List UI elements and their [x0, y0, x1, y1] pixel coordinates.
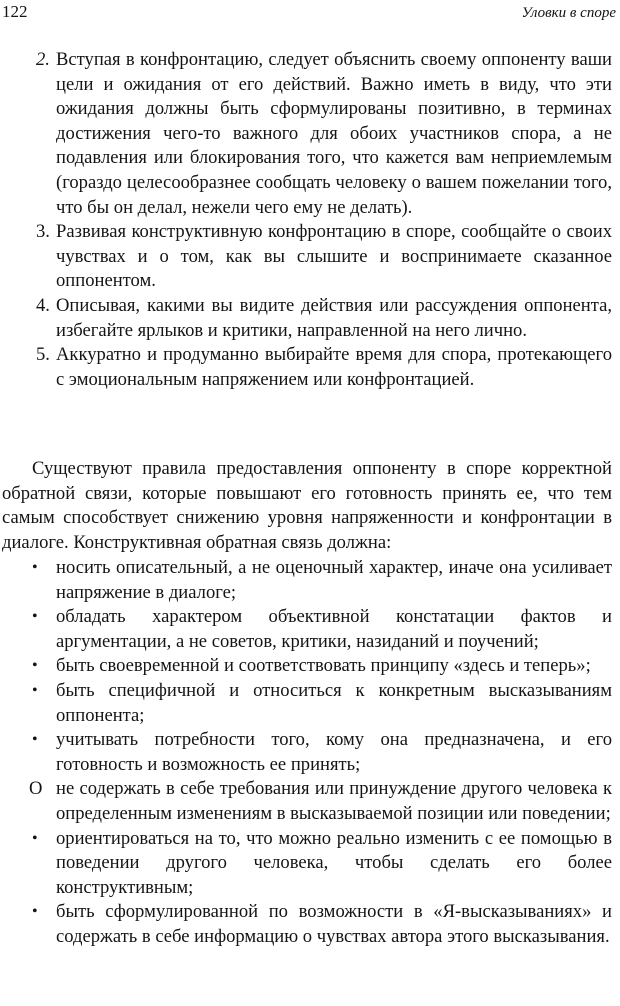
rule-item: [2, 679, 612, 728]
bullet-marker: •: [32, 731, 38, 749]
bullet-marker: •: [32, 657, 38, 675]
item-text: Развивая конструктивную конфронтацию в споре, сообщайте о своих чувствах и о том, как вы слышите и воспринимаете сказанное оппонентом.: [56, 221, 612, 292]
rule-item: [2, 556, 612, 605]
bullet-marker: •: [32, 559, 38, 576]
letter-marker: О: [29, 778, 43, 800]
bullet-marker: •: [32, 829, 38, 847]
item-number: 2.: [36, 49, 50, 70]
rule-text: ориентироваться на то, что можно реально изменить с ее помощью в поведении другого человека, чтобы сделать его более конструктивным;: [56, 827, 612, 898]
rule-item: [2, 777, 612, 826]
intro-paragraph: Существуют правила предоставления оппоненту в споре корректной обратной связи, которые повышают его готовность принять ее, что тем самым способствует снижению уровня напряженности и конфронтации в диалоге. Конструктивная обратная связь должна:: [2, 458, 612, 553]
item-text: Аккуратно и продуманно выбирайте время для спора, протекающего с эмоциональным напряжением или конфронтацией.: [56, 344, 612, 390]
numbered-list: [36, 48, 612, 392]
rule-text: быть своевременной и соответствовать принципу «здесь и теперь»;: [56, 655, 591, 677]
page-header: [2, 0, 616, 24]
item-number: 5.: [36, 344, 50, 366]
rule-text: быть сформулированной по возможности в «Я-высказываниях» и содержать в себе информацию о чувствах автора этого высказывания.: [56, 901, 612, 947]
numbered-item: [36, 294, 612, 343]
rule-text: не содержать в себе требования или принуждение другого человека к определенным изменениям в высказываемой позиции или поведении;: [56, 778, 612, 824]
item-text: Вступая в конфронтацию, следует объяснить своему оппоненту ваши цели и ожидания от его действий. Важно иметь в виду, что эти ожидания должны быть сформулированы позитивно, в терминах достижения чего-то важного для обоих участников спора, а не подавления или блокирования того, что кажется вам неприемлемым (гораздо целесообразнее сообщать человеку о вашем пожелании того, что бы он делал, нежели чего ему не делать).: [56, 49, 612, 218]
rule-text: быть специфичной и относиться к конкретным высказываниям оппонента;: [56, 679, 612, 726]
item-number: 4.: [36, 294, 50, 316]
rule-item: [2, 900, 612, 949]
item-number: 3.: [36, 221, 50, 243]
numbered-item: [36, 48, 612, 220]
rule-item: [2, 605, 612, 654]
rule-text: учитывать потребности того, кому она предназначена, и его готовность и возможность ее принять;: [56, 729, 612, 775]
rule-text: обладать характером объективной констатации фактов и аргументации, а не советов, критики, назиданий и поучений;: [56, 606, 612, 652]
bullet-marker: •: [32, 903, 38, 921]
bullet-marker: •: [32, 608, 38, 626]
bullet-marker: •: [32, 681, 38, 699]
rule-item: [2, 728, 612, 777]
rule-item: [2, 827, 612, 901]
numbered-item: [36, 220, 612, 294]
numbered-item: [36, 343, 612, 392]
page-number: 122: [2, 2, 28, 21]
rule-text: носить описательный, а не оценочный характер, иначе она усиливает напряжение в диалоге;: [56, 557, 612, 603]
rule-item: [2, 654, 612, 679]
item-text: Описывая, какими вы видите действия или рассуждения оппонента, избегайте ярлыков и критики, направленной на него лично.: [56, 294, 612, 341]
rules-list: [2, 556, 612, 950]
running-title: Уловки в споре: [521, 5, 616, 21]
